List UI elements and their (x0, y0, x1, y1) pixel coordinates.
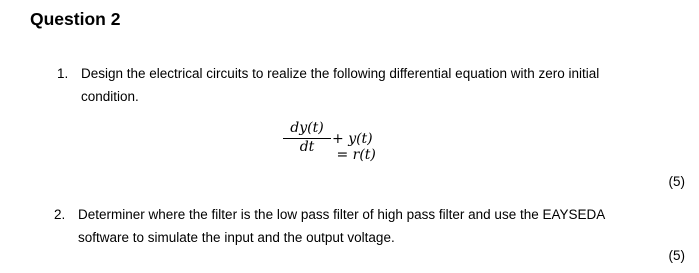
item-text-2 (78, 203, 605, 249)
fraction-numerator: dy(t) (290, 120, 324, 136)
item-2-line-2: software to simulate the input and the output voltage. (78, 230, 395, 245)
plus-sign: + (332, 131, 349, 147)
equation-rhs (332, 131, 376, 163)
fraction-denominator: dt (299, 139, 315, 155)
r-term: r(t) (352, 147, 376, 163)
item-number-1: 1. (57, 66, 69, 81)
equals-sign: = (332, 147, 353, 163)
derivative-fraction (283, 120, 331, 155)
item-2-marks: (5) (668, 248, 685, 263)
item-1-line-2: condition. (81, 89, 139, 104)
item-number-2: 2. (54, 207, 66, 222)
item-2-line-1: Determiner where the filter is the low pass filter of high pass filter and use the EAYSEDA (78, 207, 606, 222)
y-term: y(t) (348, 131, 373, 147)
item-1-line-1: Design the electrical circuits to realize the following differential equation with zero initial (81, 66, 600, 81)
item-text-1 (81, 62, 599, 108)
question-title: Question 2 (30, 9, 121, 29)
item-1-marks: (5) (668, 174, 685, 189)
